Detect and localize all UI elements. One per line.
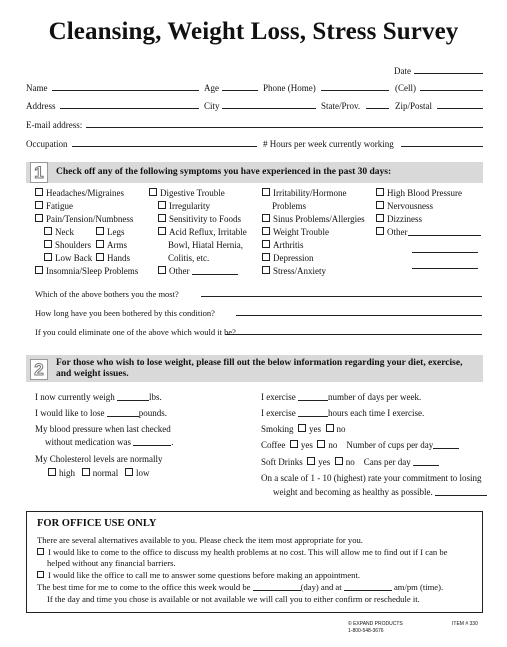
symptom-acid-reflux-cont2: Colitis, etc.: [168, 253, 210, 263]
checkbox[interactable]: [96, 227, 104, 235]
checkbox-smoking-no[interactable]: [326, 424, 334, 432]
zip-field[interactable]: [437, 108, 483, 109]
symptom-depression[interactable]: Depression: [262, 253, 314, 263]
footer-item: ITEM # 330: [452, 621, 478, 627]
symptom-irregularity[interactable]: Irregularity: [158, 201, 210, 211]
lose-weight-field[interactable]: [107, 408, 139, 417]
bp-line1: My blood pressure when last checked: [35, 424, 171, 434]
city-label: City: [204, 101, 220, 111]
bp-field[interactable]: [133, 437, 171, 446]
exercise-hours: I exercise hours each time I exercise.: [261, 408, 425, 418]
symptom-irritability[interactable]: Irritability/Hormone: [262, 188, 346, 198]
checkbox[interactable]: [376, 214, 384, 222]
q3-field[interactable]: [225, 334, 482, 335]
checkbox[interactable]: [376, 188, 384, 196]
best-time-field[interactable]: [344, 582, 392, 591]
name-label: Name: [26, 83, 48, 93]
checkbox[interactable]: [96, 240, 104, 248]
symptom-weight[interactable]: Weight Trouble: [262, 227, 329, 237]
checkbox-coffee-yes[interactable]: [290, 440, 298, 448]
section1-number: 1: [30, 162, 48, 183]
footer-brand: © EXPAND PRODUCTS: [348, 621, 403, 627]
checkbox-smoking-yes[interactable]: [298, 424, 306, 432]
symptom-acid-reflux[interactable]: Acid Reflux, Irritable: [158, 227, 247, 237]
exercise-hours-field[interactable]: [298, 408, 328, 417]
coffee: Coffee yes no Number of cups per day: [261, 440, 459, 450]
symptom-pain[interactable]: Pain/Tension/Numbness: [35, 214, 133, 224]
other-digestive-field[interactable]: [192, 266, 238, 275]
symptom-neck[interactable]: Neck: [44, 227, 74, 237]
occupation-field[interactable]: [72, 146, 257, 147]
checkbox-high[interactable]: [48, 468, 56, 476]
checkbox[interactable]: [149, 188, 157, 196]
checkbox[interactable]: [158, 214, 166, 222]
date-field[interactable]: [414, 73, 483, 74]
checkbox[interactable]: [44, 253, 52, 261]
office-best-time: The best time for me to come to the office this week would be (day) and at am/pm (time).: [37, 582, 444, 592]
state-label: State/Prov.: [321, 101, 361, 111]
office-option1-cont: helped without any financial barriers.: [47, 558, 176, 568]
checkbox[interactable]: [35, 214, 43, 222]
cholesterol-options: high normal low: [48, 468, 150, 478]
checkbox[interactable]: [44, 227, 52, 235]
symptom-irritability-cont: Problems: [272, 201, 307, 211]
symptom-food-sensitivity[interactable]: Sensitivity to Foods: [158, 214, 241, 224]
section1-heading: Check off any of the following symptoms you have experienced in the past 30 days:: [56, 167, 392, 177]
checkbox[interactable]: [96, 253, 104, 261]
email-field[interactable]: [86, 127, 483, 128]
cell-field[interactable]: [420, 90, 483, 91]
office-intro: There are several alternatives available to you. Please check the item most appropriate for you.: [37, 535, 363, 545]
best-day-field[interactable]: [253, 582, 301, 591]
symptom-dizziness[interactable]: Dizziness: [376, 214, 422, 224]
office-use-box: [26, 511, 483, 613]
section2-header: [26, 355, 483, 382]
phone-home-label: Phone (Home): [263, 83, 316, 93]
q1-field[interactable]: [201, 296, 482, 297]
hours-field[interactable]: [401, 146, 483, 147]
cell-label: (Cell): [395, 83, 416, 93]
checkbox[interactable]: [37, 548, 44, 555]
age-label: Age: [204, 83, 219, 93]
smoking: Smoking yes no: [261, 424, 346, 434]
checkbox-low[interactable]: [125, 468, 133, 476]
office-option2[interactable]: I would like the office to call me to answer some questions before making an appointment.: [37, 570, 360, 580]
lose-weight: I would like to lose pounds.: [35, 408, 168, 418]
symptom-headaches[interactable]: Headaches/Migraines: [35, 188, 124, 198]
other-symptom-field[interactable]: [408, 227, 481, 236]
phone-home-field[interactable]: [321, 90, 389, 91]
hours-label: # Hours per week currently working: [263, 139, 394, 149]
checkbox-soft-yes[interactable]: [307, 457, 315, 465]
symptom-nervousness[interactable]: Nervousness: [376, 201, 433, 211]
section2-number: 2: [30, 359, 48, 380]
city-field[interactable]: [222, 108, 316, 109]
checkbox[interactable]: [262, 227, 270, 235]
symptom-other[interactable]: Other: [376, 227, 481, 237]
symptom-hands[interactable]: Hands: [96, 253, 130, 263]
checkbox[interactable]: [262, 188, 270, 196]
current-weight: I now currently weigh lbs.: [35, 392, 162, 402]
section2-heading: For those who wish to lose weight, please fill out the below information regarding your diet, exercise, and weight issues.: [56, 358, 463, 379]
checkbox[interactable]: [35, 188, 43, 196]
section1-header: [26, 162, 483, 183]
symptom-other-digestive[interactable]: Other: [158, 266, 238, 276]
checkbox[interactable]: [376, 227, 384, 235]
other-symptom-line3[interactable]: [412, 268, 478, 269]
symptom-high-bp[interactable]: High Blood Pressure: [376, 188, 462, 198]
office-title: FOR OFFICE USE ONLY: [37, 518, 157, 529]
cholesterol-label: My Cholesterol levels are normally: [35, 454, 163, 464]
office-option1[interactable]: I would like to come to the office to discuss my health problems at no cost. This will allow me to find out if I can be: [37, 547, 447, 557]
symptom-legs[interactable]: Legs: [96, 227, 125, 237]
q1-label: Which of the above bothers you the most?: [35, 289, 179, 299]
current-weight-field[interactable]: [117, 392, 149, 401]
symptom-digestive[interactable]: Digestive Trouble: [149, 188, 225, 198]
symptom-acid-reflux-cont1: Bowl, Hiatal Hernia,: [168, 240, 243, 250]
commitment-field[interactable]: [435, 487, 487, 496]
soft-drinks: Soft Drinks yes no Cans per day: [261, 457, 439, 467]
coffee-cups-field[interactable]: [433, 440, 459, 449]
q3-label: If you could eliminate one of the above which would it be?: [35, 327, 236, 337]
exercise-days-field[interactable]: [298, 392, 328, 401]
checkbox[interactable]: [262, 266, 270, 274]
occupation-label: Occupation: [26, 139, 68, 149]
symptom-shoulders[interactable]: Shoulders: [44, 240, 91, 250]
footer-phone: 1-800-548-3676: [348, 628, 384, 634]
checkbox[interactable]: [158, 266, 166, 274]
checkbox[interactable]: [262, 214, 270, 222]
checkbox[interactable]: [35, 266, 43, 274]
commitment-line2: weight and becoming as healthy as possible.: [273, 487, 487, 497]
checkbox-soft-no[interactable]: [335, 457, 343, 465]
symptom-fatigue[interactable]: Fatigue: [35, 201, 73, 211]
symptom-arthritis[interactable]: Arthritis: [262, 240, 304, 250]
checkbox[interactable]: [44, 240, 52, 248]
symptom-arms[interactable]: Arms: [96, 240, 127, 250]
symptom-low-back[interactable]: Low Back: [44, 253, 92, 263]
age-field[interactable]: [222, 90, 258, 91]
checkbox-normal[interactable]: [82, 468, 90, 476]
checkbox[interactable]: [35, 201, 43, 209]
checkbox[interactable]: [262, 240, 270, 248]
symptom-stress[interactable]: Stress/Anxiety: [262, 266, 326, 276]
page-title: Cleansing, Weight Loss, Stress Survey: [48, 18, 459, 45]
state-field[interactable]: [366, 108, 389, 109]
office-note: If the day and time you chose is available or not available we will call you to either confirm or reschedule it.: [47, 594, 420, 604]
email-label: E-mail address:: [26, 120, 83, 130]
bp-line2: without medication was .: [45, 437, 174, 447]
address-label: Address: [26, 101, 56, 111]
checkbox-coffee-no[interactable]: [317, 440, 325, 448]
checkbox[interactable]: [262, 253, 270, 261]
exercise-days: I exercise number of days per week.: [261, 392, 422, 402]
address-field[interactable]: [60, 108, 199, 109]
checkbox[interactable]: [376, 201, 384, 209]
date-label: Date: [394, 66, 411, 76]
checkbox[interactable]: [158, 227, 166, 235]
symptom-sinus[interactable]: Sinus Problems/Allergies: [262, 214, 365, 224]
q2-label: How long have you been bothered by this condition?: [35, 308, 215, 318]
other-symptom-line2[interactable]: [412, 252, 478, 253]
checkbox[interactable]: [37, 571, 44, 578]
q2-field[interactable]: [236, 315, 482, 316]
commitment-line1: On a scale of 1 - 10 (highest) rate your commitment to losing: [261, 473, 482, 483]
soft-cans-field[interactable]: [413, 457, 439, 466]
checkbox[interactable]: [158, 201, 166, 209]
zip-label: Zip/Postal: [395, 101, 433, 111]
symptom-insomnia[interactable]: Insomnia/Sleep Problems: [35, 266, 138, 276]
name-field[interactable]: [52, 90, 199, 91]
